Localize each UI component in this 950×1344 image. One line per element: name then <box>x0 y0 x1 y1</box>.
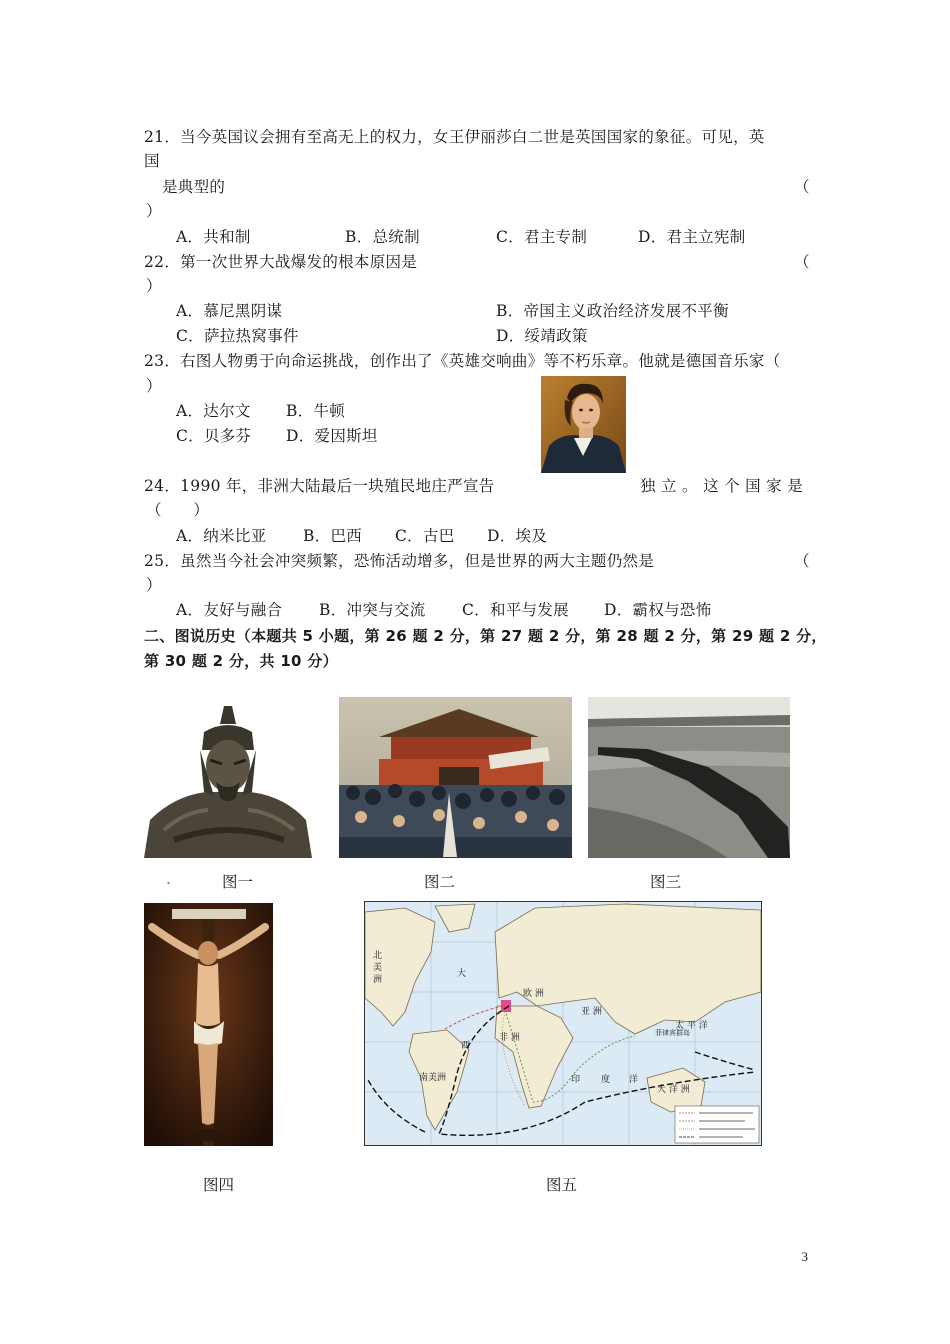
q22-line1: 22．第一次世界大战爆发的根本原因是 <box>144 253 418 271</box>
q25-line1: 25．虽然当今社会冲突频繁，恐怖活动增多，但是世界的两大主题仍然是 <box>144 552 655 570</box>
q21-line1b: 国 <box>144 152 160 170</box>
q22-paren-close: ） <box>146 277 162 295</box>
map-label-oceania: 大 洋 洲 <box>657 1085 690 1095</box>
map-label-atlantic-1: 大 <box>457 969 467 979</box>
q22-paren-open: （ <box>794 253 810 271</box>
q25-paren-close: ） <box>146 576 162 594</box>
q21-paren-open: （ <box>794 178 810 196</box>
q22-option-c: C．萨拉热窝事件 <box>176 327 299 345</box>
figure3-river-crossing-image <box>588 697 790 858</box>
q25-option-a: A．友好与融合 <box>176 601 283 619</box>
map-label-south-america: 南美洲 <box>419 1073 447 1083</box>
q21-paren-close: ） <box>146 202 162 220</box>
figure1-statue-image <box>144 700 312 858</box>
map-label-atlantic-2: 西 <box>461 1041 471 1051</box>
map-label-asia-1: 亚 洲 <box>581 1007 602 1017</box>
q21-line1: 21．当今英国议会拥有至高无上的权力，女王伊丽莎白二世是英国国家的象征。可见，英 <box>144 128 765 146</box>
section2-heading-line1: 二、图说历史（本题共 5 小题，第 26 题 2 分，第 27 题 2 分，第 28 题 2 分，第 29 题 2 分， <box>144 627 827 645</box>
q22-option-a: A．慕尼黑阴谋 <box>176 302 283 320</box>
map-label-indian-3: 洋 <box>629 1075 639 1085</box>
q21-line2: 是典型的 <box>162 178 226 196</box>
map-label-africa: 非 洲 <box>499 1033 520 1043</box>
q24-option-d: D．埃及 <box>487 527 548 545</box>
q25-option-d: D．霸权与恐怖 <box>604 601 712 619</box>
q22-option-b: B．帝国主义政治经济发展不平衡 <box>496 302 729 320</box>
q24-option-b: B．巴西 <box>303 527 363 545</box>
figure4-crucifixion-image <box>144 903 273 1146</box>
q24-option-c: C．古巴 <box>395 527 455 545</box>
q23-option-d: D．爱因斯坦 <box>286 427 378 445</box>
q23-paren-close: ） <box>146 377 162 395</box>
section2-heading-line2: 第 30 题 2 分，共 10 分） <box>144 652 338 670</box>
figure1-caption: 图一 <box>222 873 254 891</box>
q25-paren-open: （ <box>794 552 810 570</box>
map-label-pacific: 太 平 洋 <box>675 1021 708 1031</box>
figure3-caption: 图三 <box>650 873 682 891</box>
page-number: 3 <box>801 1249 808 1264</box>
figure2-caption: 图二 <box>424 873 456 891</box>
map-label-philippines: 菲律宾群岛 <box>655 1029 690 1037</box>
q23-option-a: A．达尔文 <box>176 402 251 420</box>
q21-option-c: C．君主专制 <box>496 228 588 246</box>
q25-option-b: B．冲突与交流 <box>319 601 426 619</box>
q21-option-a: A．共和制 <box>176 228 251 246</box>
q24-option-a: A．纳米比亚 <box>176 527 267 545</box>
q23-line1: 23．右图人物勇于向命运挑战，创作出了《英雄交响曲》等不朽乐章。他就是德国音乐家（ <box>144 352 781 370</box>
q24-line1-end: 独 立 。 这 个 国 家 是 <box>640 477 803 495</box>
q25-option-c: C．和平与发展 <box>462 601 569 619</box>
map-label-indian-1: 印 <box>571 1075 581 1085</box>
figure4-caption: 图四 <box>203 1176 235 1194</box>
map-label-europe: 欧 洲 <box>523 989 544 999</box>
figure2-crowd-image <box>339 697 572 858</box>
q21-option-b: B．总统制 <box>345 228 420 246</box>
q23-option-b: B．牛顿 <box>286 402 346 420</box>
map-label-indian-2: 度 <box>601 1075 611 1085</box>
q21-option-d: D．君主立宪制 <box>638 228 746 246</box>
figure-dot: . <box>166 870 171 888</box>
q23-option-c: C．贝多芬 <box>176 427 252 445</box>
map-label-north-america: 北美洲 <box>373 951 383 985</box>
q24-line1: 24．1990 年，非洲大陆最后一块殖民地庄严宣告 <box>144 477 495 495</box>
figure5-voyage-map <box>364 901 762 1146</box>
q24-paren: （ ） <box>146 501 210 519</box>
beethoven-portrait-image <box>541 376 626 473</box>
figure5-caption: 图五 <box>546 1176 578 1194</box>
q22-option-d: D．绥靖政策 <box>496 327 588 345</box>
